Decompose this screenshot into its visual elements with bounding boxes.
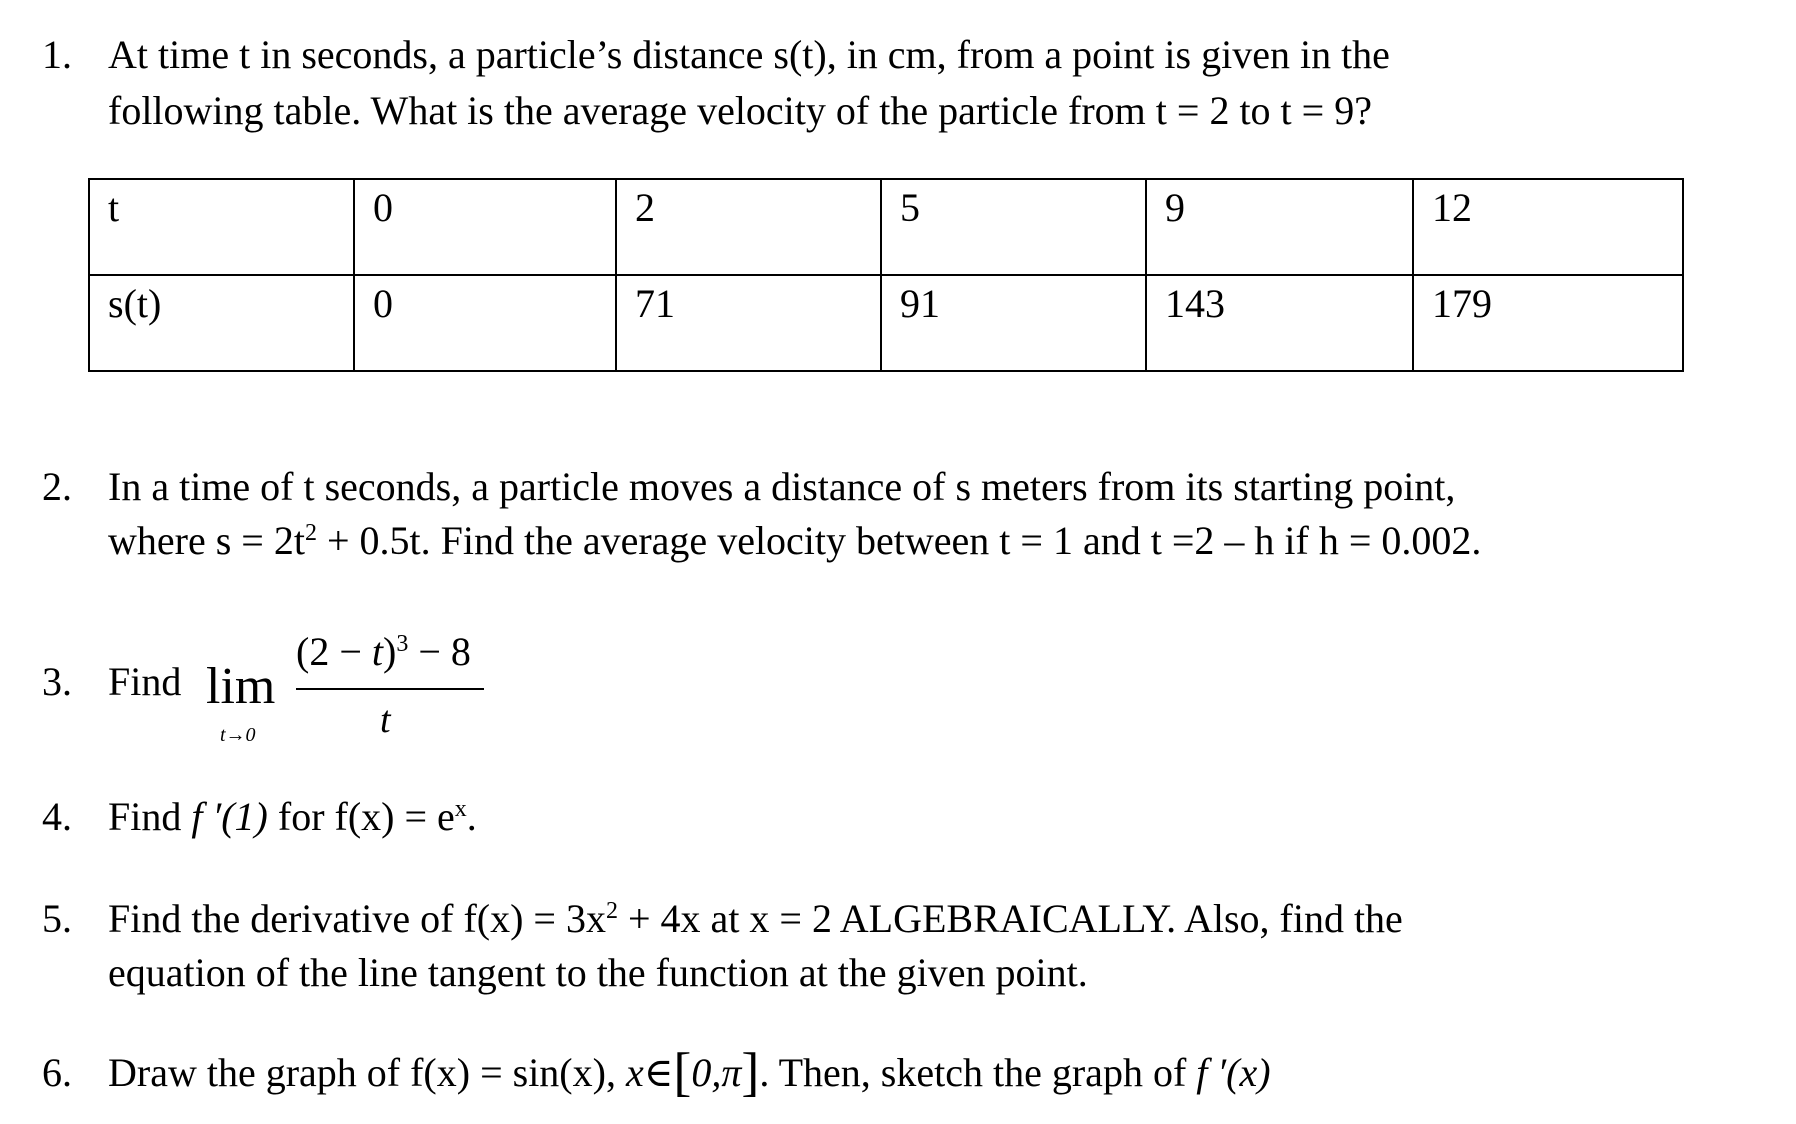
q4-text: for f(x) = e	[267, 794, 455, 839]
element-of-symbol: ∈	[643, 1050, 674, 1095]
q4-period: .	[466, 794, 477, 839]
table-cell: 0	[354, 275, 616, 371]
q4-line	[108, 790, 477, 850]
q6-x-variable: x	[625, 1050, 644, 1095]
q2-exponent: 2	[304, 520, 317, 546]
table-cell: 0	[354, 179, 616, 275]
numerator-part: − 8	[408, 629, 471, 674]
q1-number: 1.	[42, 32, 72, 77]
q2-line2-a: where s = 2t	[108, 518, 305, 563]
numerator-part: (2 −	[296, 629, 372, 674]
table-cell: 5	[881, 179, 1146, 275]
table-cell: 2	[616, 179, 881, 275]
table-cell: 71	[616, 275, 881, 371]
q6-text: . Then, sketch the graph of	[759, 1050, 1197, 1095]
limit-operator: lim	[206, 658, 276, 715]
numerator-exponent: 3	[396, 631, 409, 657]
q2-line1: In a time of t seconds, a particle moves a distance of s meters from its starting point,	[108, 464, 1456, 509]
numerator-variable: t	[371, 629, 384, 674]
q5-number: 5.	[42, 896, 72, 941]
q5-line1-b: + 4x at x = 2 ALGEBRAICALLY. Also, find the	[618, 896, 1403, 941]
table-row-s	[89, 275, 1683, 371]
q4-fprime: f ′(1)	[191, 794, 268, 839]
table-cell: 179	[1413, 275, 1683, 371]
fraction-denominator: t	[380, 699, 391, 741]
q5-exponent: 2	[606, 898, 618, 924]
q6-line	[108, 1042, 1271, 1102]
q5-line2: equation of the line tangent to the function at the given point.	[108, 950, 1088, 995]
q5-line1	[108, 892, 1403, 952]
table-cell: 9	[1146, 179, 1413, 275]
q6-fprime: f ′(x)	[1196, 1050, 1271, 1095]
q2-line2	[108, 514, 1481, 574]
q1-line1: At time t in seconds, a particle’s distance s(t), in cm, from a point is given in the	[108, 32, 1390, 77]
right-bracket: ]	[741, 1042, 760, 1102]
fraction-bar	[296, 688, 484, 690]
table-cell: 91	[881, 275, 1146, 371]
q2-number: 2.	[42, 464, 72, 509]
interval-bounds: 0,π	[691, 1050, 742, 1095]
q4-number: 4.	[42, 794, 72, 839]
table-cell: t	[89, 179, 354, 275]
q4-find: Find	[108, 794, 182, 839]
q5-line1-a: Find the derivative of f(x) = 3x	[108, 896, 606, 941]
q2-line2-b: + 0.5t. Find the average velocity between t = 1 and t =2 – h if h = 0.002.	[316, 518, 1482, 563]
fraction-numerator	[296, 628, 471, 682]
table-cell: 12	[1413, 179, 1683, 275]
left-bracket: [	[673, 1042, 692, 1102]
q3-number: 3.	[42, 659, 72, 704]
data-table	[88, 178, 1684, 372]
table-cell: s(t)	[89, 275, 354, 371]
q6-text: Draw the graph of f(x) = sin(x),	[108, 1050, 626, 1095]
table-row-t	[89, 179, 1683, 275]
q6-number: 6.	[42, 1050, 72, 1095]
table-cell: 143	[1146, 275, 1413, 371]
numerator-part: )	[383, 629, 397, 674]
limit-subscript: t→0	[220, 724, 256, 746]
q1-line2: following table. What is the average velocity of the particle from t = 2 to t = 9?	[108, 88, 1372, 133]
q3-find: Find	[108, 659, 182, 704]
q4-exponent: x	[454, 796, 467, 822]
